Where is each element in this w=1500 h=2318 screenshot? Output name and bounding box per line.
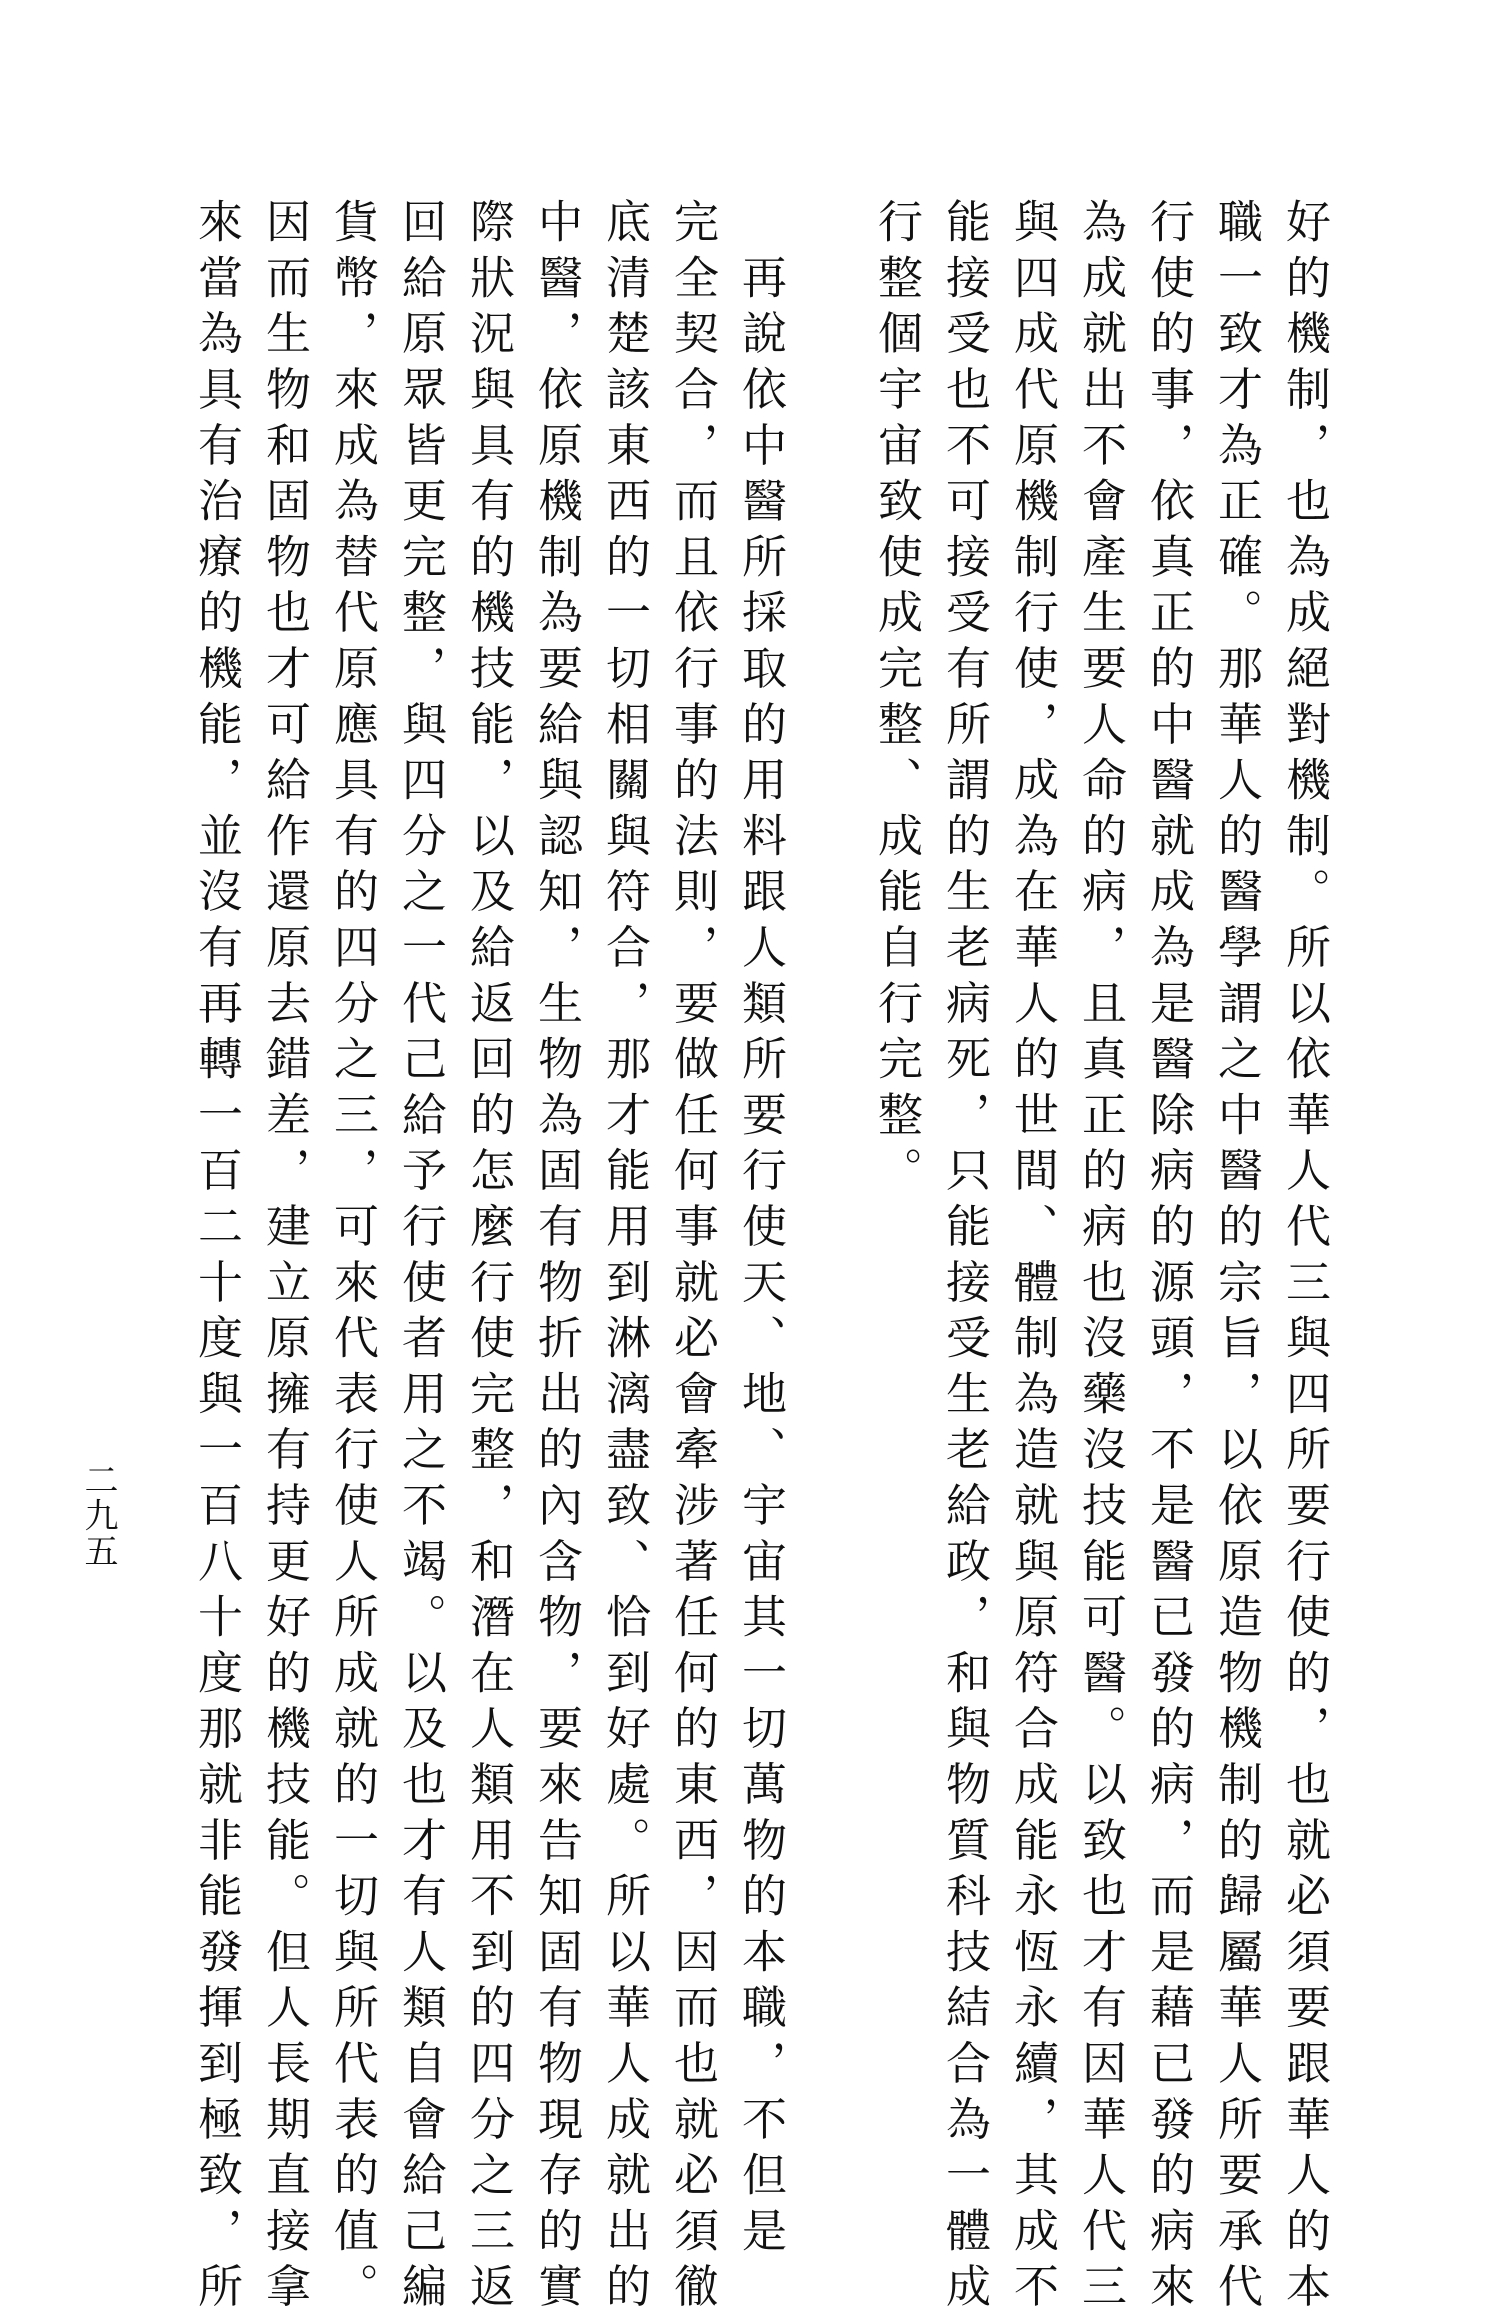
page-number: 二九五	[78, 1462, 118, 1570]
text-line: 來當為具有治療的機能，並沒有再轉一百二十度與一百八十度那就非能發揮到極致，所	[190, 198, 243, 2318]
text-line: 回給原眾皆更完整，與四分之一代己給予行使者用之不竭。以及也才有人類自會給己編	[394, 198, 447, 2318]
text-line: 因而生物和固物也才可給作還原去錯差，建立原擁有持更好的機技能。但人長期直接拿	[258, 198, 311, 2318]
text-line: 完全契合，而且依行事的法則，要做任何事就必會牽涉著任何的東西，因而也就必須徹	[666, 198, 719, 2318]
text-line: 與四成代原機制行使，成為在華人的世間、體制為造就與原符合成能永恆永續，其成不	[1006, 198, 1059, 2318]
text-line: 再說依中醫所採取的用料跟人類所要行使天、地、宇宙其一切萬物的本職，不但是	[734, 198, 787, 2263]
text-line: 好的機制，也為成絕對機制。所以依華人代三與四所要行使的，也就必須要跟華人的本	[1278, 198, 1331, 2318]
text-line: 中醫，依原機制為要給與認知，生物為固有物折出的內含物，要來告知固有物現存的實	[530, 198, 583, 2318]
text-line: 能接受也不可接受有所謂的生老病死，只能接受生老給政，和與物質科技結合為一體成	[938, 198, 991, 2318]
text-line: 貨幣，來成為替代原應具有的四分之三，可來代表行使人所成就的一切與所代表的值。	[326, 198, 379, 2318]
text-line: 行整個宇宙致使成完整、成能自行完整。	[870, 198, 923, 1203]
text-line: 行使的事，依真正的中醫就成為是醫除病的源頭，不是醫已發的病，而是藉已發的病來	[1142, 198, 1195, 2318]
text-line: 底清楚該東西的一切相關與符合，那才能用到淋漓盡致、恰到好處。所以華人成就出的	[598, 198, 651, 2318]
text-line: 為成就出不會產生要人命的病，且真正的病也沒藥沒技能可醫。以致也才有因華人代三	[1074, 198, 1127, 2318]
text-line: 職一致才為正確。那華人的醫學謂之中醫的宗旨，以依原造物機制的歸屬華人所要承代	[1210, 198, 1263, 2318]
text-line: 際狀況與具有的機技能，以及給返回的怎麼行使完整，和潛在人類用不到的四分之三返	[462, 198, 515, 2318]
